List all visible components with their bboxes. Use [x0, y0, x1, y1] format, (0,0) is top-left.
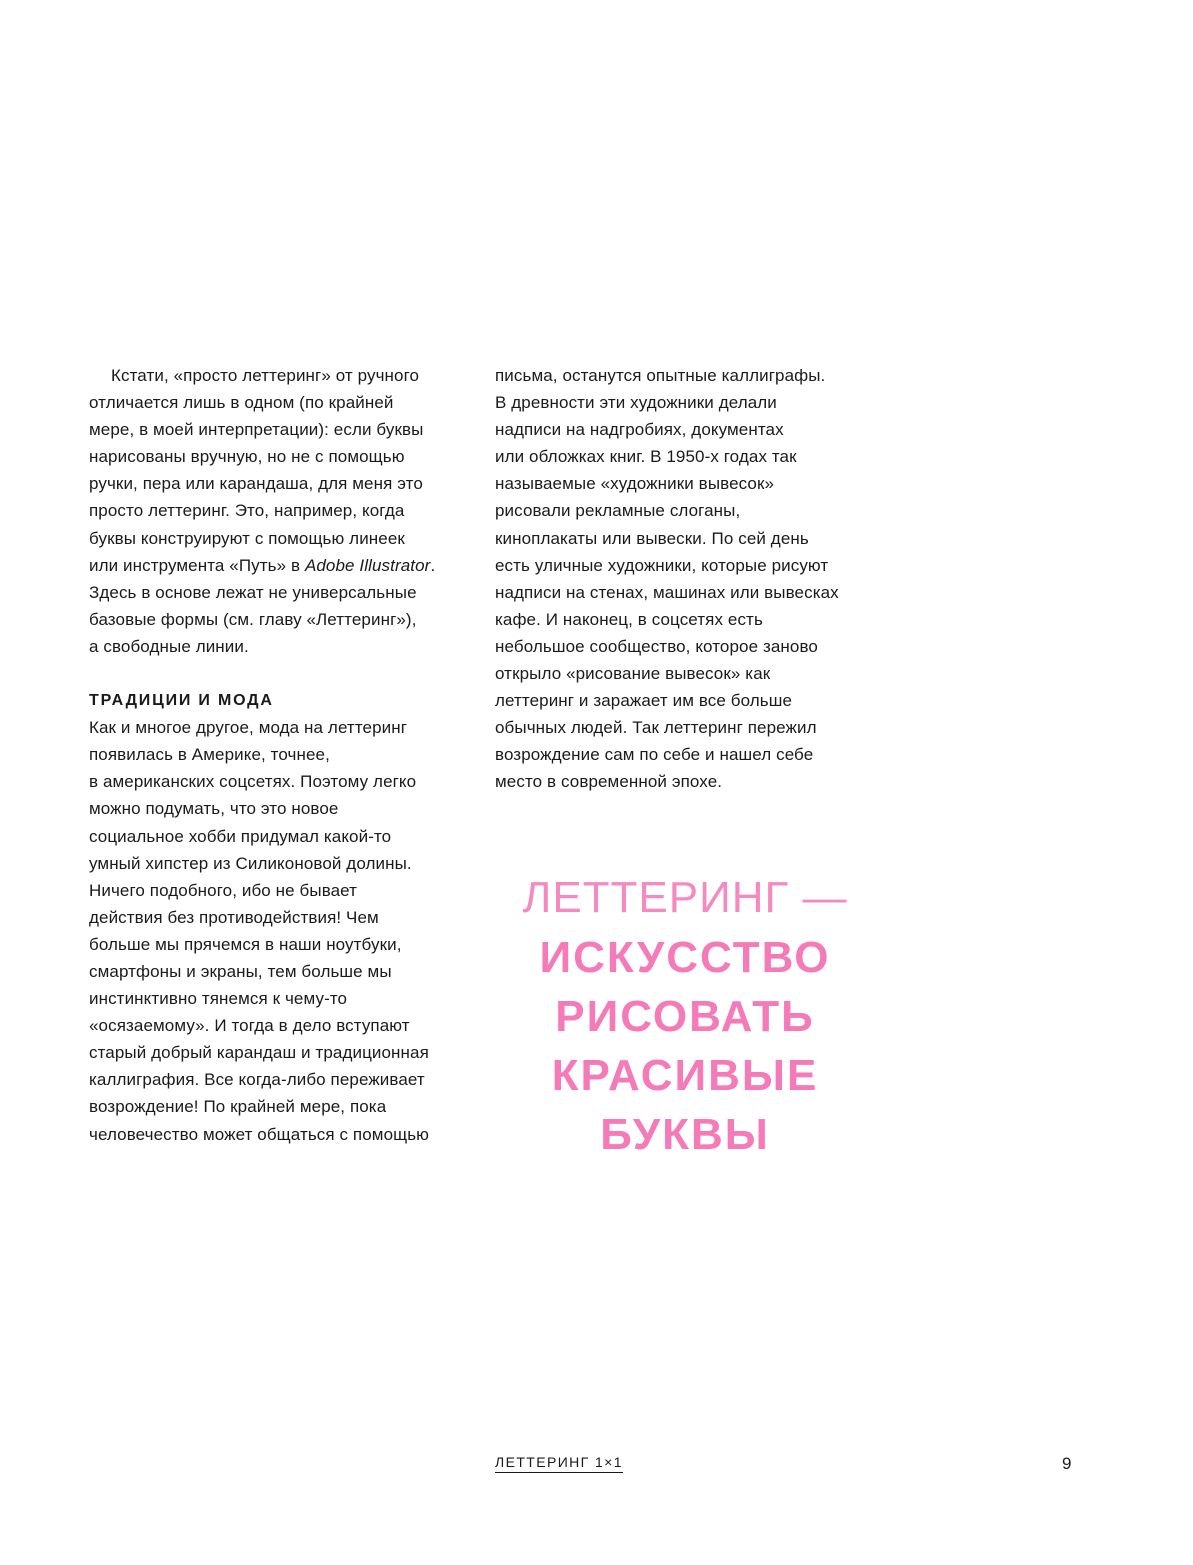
text-line: Как и многое другое, мода на леттеринг	[89, 718, 408, 738]
text-line: отличается лишь в одном (по крайней	[89, 393, 394, 413]
text-line: возрождение! По крайней мере, пока	[89, 1097, 387, 1117]
text-line: можно подумать, что это новое	[89, 799, 339, 819]
text-line: социальное хобби придумал какой-то	[89, 826, 392, 846]
section-heading: ТРАДИЦИИ И МОДА	[89, 692, 274, 710]
italic-term: Adobe Illustrator	[304, 555, 431, 575]
text-line: Кстати, «просто леттеринг» от ручного	[111, 366, 420, 385]
text-line: небольшое сообщество, которое заново	[495, 636, 818, 656]
text-line: базовые формы (см. главу «Леттеринг»),	[89, 609, 417, 629]
text-line: обычных людей. Так леттеринг пережил	[495, 718, 817, 738]
text-line: умный хипстер из Силиконовой долины.	[89, 853, 412, 873]
text-line: письма, останутся опытные каллиграфы.	[495, 366, 826, 385]
paragraph-gap	[89, 660, 479, 687]
text-segment: .	[430, 555, 436, 575]
text-segment: или инструмента «Путь» в	[89, 555, 305, 575]
text-line: инстинктивно тянемся к чему-то	[89, 989, 348, 1009]
text-line: надписи на надгробиях, документах	[495, 420, 784, 440]
text-line: появилась в Америке, точнее,	[89, 745, 330, 765]
text-line: старый добрый карандаш и традиционная	[89, 1043, 429, 1063]
text-line: буквы конструируют с помощью линеек	[89, 528, 405, 548]
right-column	[495, 362, 885, 796]
text-line: больше мы прячемся в наши ноутбуки,	[89, 934, 402, 954]
text-line: открыло «рисование вывесок» как	[495, 664, 771, 684]
text-line: каллиграфия. Все когда-либо переживает	[89, 1070, 425, 1090]
text-line: надписи на стенах, машинах или вывесках	[495, 582, 839, 602]
text-line: в американских соцсетях. Поэтому легко	[89, 772, 417, 792]
pull-quote	[480, 868, 890, 1164]
text-line: Ничего подобного, ибо не бывает	[89, 880, 358, 900]
text-line: действия без противодействия! Чем	[89, 907, 379, 927]
text-line: или обложках книг. В 1950-х годах так	[495, 447, 797, 467]
page-number: 9	[1062, 1454, 1072, 1473]
text-line: кафе. И наконец, в соцсетях есть	[495, 609, 763, 629]
text-line: мере, в моей интерпретации): если буквы	[89, 420, 424, 440]
text-line: называемые «художники вывесок»	[495, 474, 775, 494]
text-line: просто леттеринг. Это, например, когда	[89, 501, 405, 521]
text-line: место в современной эпохе.	[495, 772, 723, 792]
pull-quote-bold-line: БУКВЫ	[600, 1110, 770, 1159]
pull-quote-bold-line: ИСКУССТВО	[539, 933, 831, 982]
pull-quote-light-line: ЛЕТТЕРИНГ —	[522, 873, 848, 922]
left-column	[89, 362, 479, 1148]
text-line: ручки, пера или карандаша, для меня это	[89, 474, 423, 494]
text-line: леттеринг и заражает им все больше	[495, 691, 793, 711]
text-line: смартфоны и экраны, тем больше мы	[89, 961, 392, 981]
text-line: есть уличные художники, которые рисуют	[495, 555, 829, 575]
text-line: человечество может общаться с помощью	[89, 1124, 430, 1144]
text-line-with-italic	[89, 552, 479, 579]
text-line: нарисованы вручную, но не с помощью	[89, 447, 405, 467]
footer-book-title: ЛЕТТЕРИНГ 1×1	[495, 1454, 623, 1473]
text-line: Здесь в основе лежат не универсальные	[89, 582, 417, 602]
text-line: а свободные линии.	[89, 636, 249, 656]
text-line: В древности эти художники делали	[495, 393, 777, 413]
text-line: киноплакаты или вывески. По сей день	[495, 528, 809, 548]
pull-quote-bold-line: РИСОВАТЬ	[555, 992, 815, 1041]
text-line: рисовали рекламные слоганы,	[495, 501, 741, 521]
text-line: возрождение сам по себе и нашел себе	[495, 745, 814, 765]
text-line: «осязаемому». И тогда в дело вступают	[89, 1016, 410, 1036]
pull-quote-bold-line: КРАСИВЫЕ	[551, 1051, 819, 1100]
